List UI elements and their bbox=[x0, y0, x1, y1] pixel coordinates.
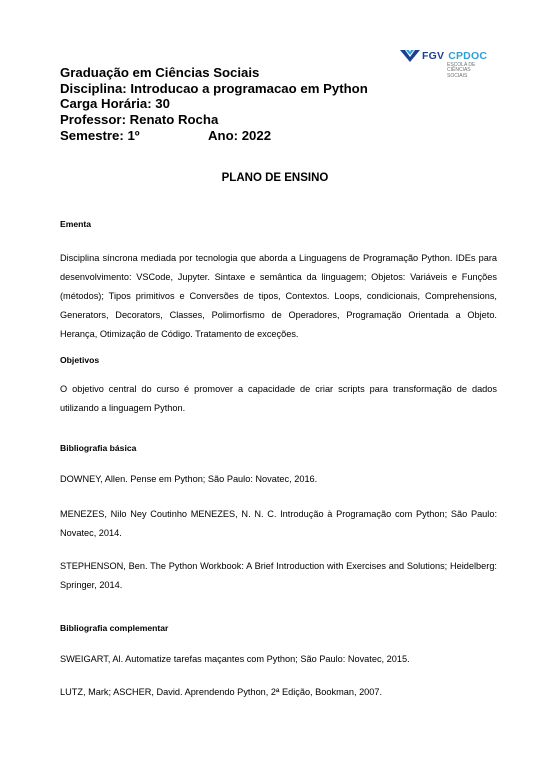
logo-sub-line: ESCOLA DE bbox=[447, 62, 476, 68]
bibliography-item: LUTZ, Mark; ASCHER, David. Aprendendo Python, 2ª Edição, Bookman, 2007. bbox=[60, 687, 383, 697]
bibliography-item: DOWNEY, Allen. Pense em Python; São Paulo: Novatec, 2016. bbox=[60, 474, 318, 484]
discipline-name: Disciplina: Introducao a programacao em Python bbox=[60, 80, 368, 96]
semester-year-row bbox=[60, 128, 368, 144]
workload: Carga Horária: 30 bbox=[60, 96, 170, 112]
logo-subtitle bbox=[447, 63, 492, 79]
professor-name: Professor: Renato Rocha bbox=[60, 112, 219, 128]
course-name: Graduação em Ciências Sociais bbox=[60, 65, 260, 80]
fgv-chevron-icon bbox=[400, 50, 420, 62]
ementa-text: Disciplina síncrona mediada por tecnologia que aborda a Linguagens de Programação Python. IDEs para desenvolvimento: VSCode, Jupyter. Sintaxe e semântica da linguagem; Objetos: Variáveis e Funções (métodos); Tipos primitivos e Conversões de tipos, Contextos. Loops, condicionais, Comprehensions, Generators, Decorators, Classes, Polimorfismo de Operadores, Programação Orientada a Objeto. Herança, Otimização de Código. Tratamento de exceções. bbox=[60, 253, 497, 340]
bibliografia-complementar-heading: Bibliografia complementar bbox=[60, 623, 169, 633]
objetivos-heading: Objetivos bbox=[60, 355, 100, 365]
fgv-cpdoc-logo bbox=[400, 49, 492, 87]
logo-cpdoc-text: CPDOC bbox=[448, 50, 488, 62]
bibliography-item: MENEZES, Nilo Ney Coutinho MENEZES, N. N. C. Introdução à Programação com Python; São Paulo: Novatec, 2014. bbox=[60, 509, 497, 539]
logo-sub-line: SOCIAIS bbox=[447, 72, 468, 79]
logo-fgv-text: FGV bbox=[422, 50, 445, 62]
logo-sub-line: CIÊNCIAS bbox=[447, 67, 471, 74]
objetivos-text: O objetivo central do curso é promover a capacidade de criar scripts para transformação de dados utilizando a linguagem Python. bbox=[60, 384, 497, 414]
bibliografia-basica-heading: Bibliografia básica bbox=[60, 443, 137, 453]
page-title: PLANO DE ENSINO bbox=[221, 172, 329, 184]
bibliography-item: SWEIGART, Al. Automatize tarefas maçantes com Python; São Paulo: Novatec, 2015. bbox=[60, 654, 410, 664]
course-header bbox=[60, 65, 368, 144]
semester: Semestre: 1º bbox=[60, 127, 140, 143]
ementa-heading: Ementa bbox=[60, 219, 92, 229]
year: Ano: 2022 bbox=[208, 127, 272, 143]
bibliography-item: STEPHENSON, Ben. The Python Workbook: A Brief Introduction with Exercises and Solutions; Heidelberg: Springer, 2014. bbox=[60, 561, 497, 591]
